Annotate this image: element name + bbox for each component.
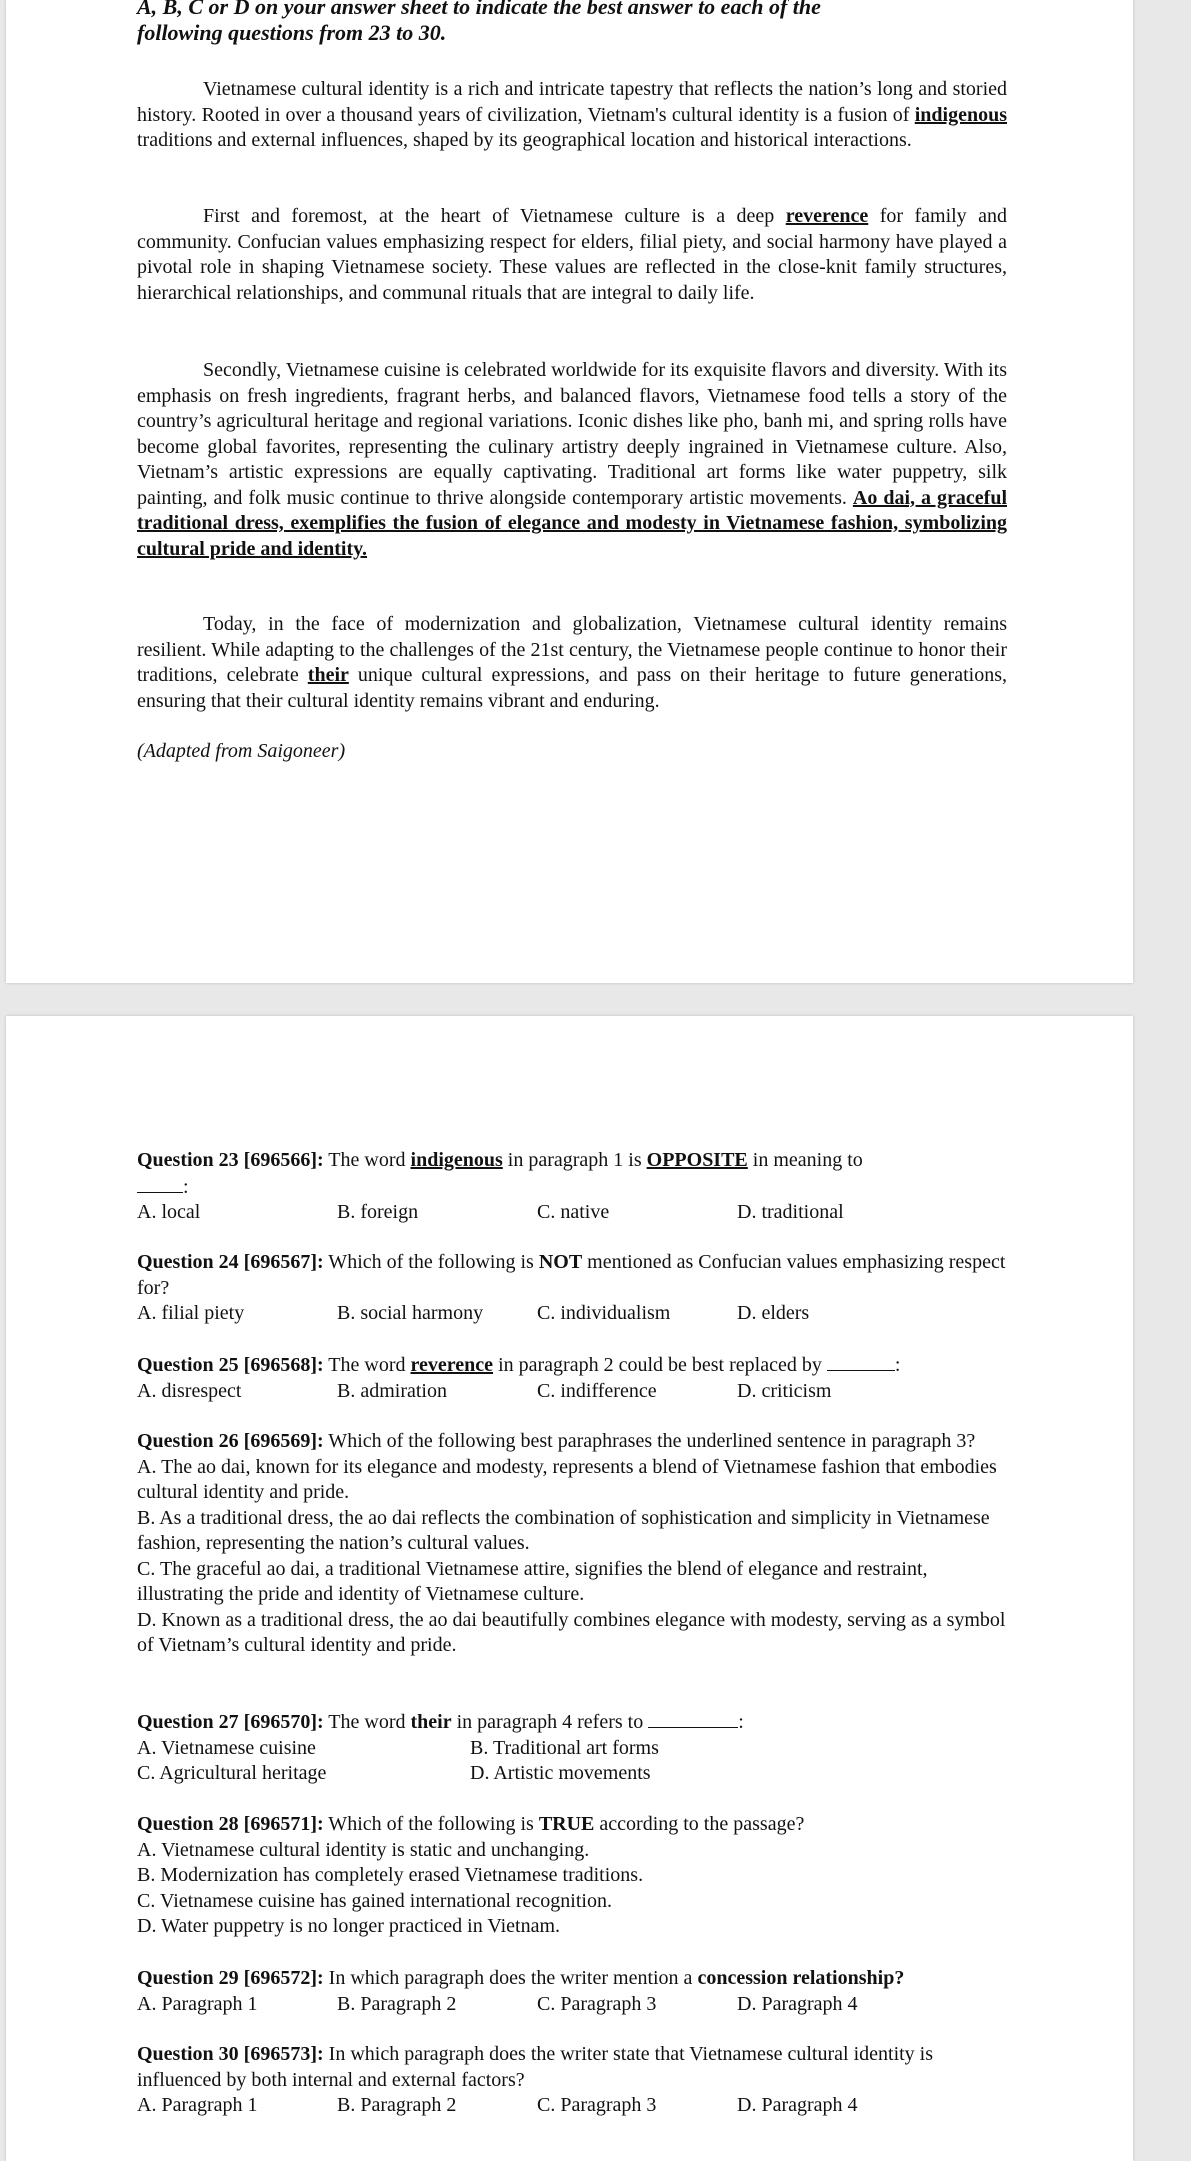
question-24-label: Question 24 [696567]: bbox=[137, 1251, 324, 1273]
question-27-label: Question 27 [696570]: bbox=[137, 1711, 324, 1733]
option-a[interactable]: A. Vietnamese cultural identity is static and unchanging. bbox=[137, 1838, 590, 1861]
q26-text-1: Which of the following best paraphrases the underlined sentence in paragraph 3? bbox=[323, 1430, 976, 1452]
page-2 bbox=[6, 1016, 1133, 2161]
q25-text-2: in paragraph 2 could be best replaced by bbox=[493, 1354, 827, 1376]
option-c[interactable]: C. The graceful ao dai, a traditional Vietnamese attire, signifies the blend of elegance and restraint, illustrating the pride and identity of Vietnamese culture. bbox=[137, 1557, 928, 1605]
page-1 bbox=[6, 0, 1133, 983]
question-23-blank-line bbox=[137, 1174, 1017, 1201]
q27-text-1: The word bbox=[323, 1711, 411, 1733]
q28-text-1: Which of the following is bbox=[323, 1813, 539, 1835]
instructions-line-1: A, B, C or D on your answer sheet to indicate the best answer to each of the bbox=[137, 0, 821, 19]
paragraph-4 bbox=[137, 612, 1007, 714]
option-c[interactable]: C. indifference bbox=[537, 1379, 657, 1402]
question-27-options-row-2 bbox=[137, 1761, 1017, 1787]
question-23-label: Question 23 [696566]: bbox=[137, 1149, 324, 1171]
question-28-stem bbox=[137, 1812, 1017, 1838]
option-d[interactable]: D. Paragraph 4 bbox=[737, 1992, 858, 2015]
paragraph-2-text-a: First and foremost, at the heart of Vietnamese culture is a deep bbox=[203, 205, 786, 227]
q25-colon: : bbox=[894, 1354, 901, 1376]
option-a[interactable]: A. local bbox=[137, 1201, 201, 1223]
option-a[interactable]: A. Paragraph 1 bbox=[137, 2094, 258, 2116]
question-26 bbox=[137, 1429, 1017, 1659]
question-27 bbox=[137, 1709, 1017, 1787]
paragraph-2 bbox=[137, 204, 1007, 306]
option-c[interactable]: C. Paragraph 3 bbox=[537, 2094, 657, 2116]
paragraph-1-text-a: Vietnamese cultural identity is a rich and intricate tapestry that reflects the nation’s long and storied history. Rooted in over a thousand years of civilization, Vietnam's cultural identity is a fusion of bbox=[137, 78, 1007, 126]
q23-text-1: The word bbox=[323, 1149, 411, 1171]
question-25 bbox=[137, 1352, 1017, 1404]
question-24-stem bbox=[137, 1250, 1017, 1301]
q24-keyword-not: NOT bbox=[538, 1251, 583, 1273]
paragraph-4-text-b: unique cultural expressions, and pass on their heritage to future generations, ensuring that their cultural identity remains vibrant and enduring. bbox=[137, 664, 1007, 712]
underlined-ao-dai-sentence: Ao dai, a graceful traditional dress, exemplifies the fusion of elegance and modesty in Vietnamese fashion, symbolizing cultural pride and identity. bbox=[137, 486, 1007, 560]
option-b[interactable]: B. social harmony bbox=[337, 1302, 484, 1324]
question-27-options-row-1 bbox=[137, 1736, 1017, 1762]
underlined-their: their bbox=[307, 664, 349, 686]
q25-text-1: The word bbox=[323, 1354, 411, 1376]
q24-text-2: mentioned as Confucian values emphasizing respect for? bbox=[137, 1251, 1006, 1299]
option-b[interactable]: B. admiration bbox=[337, 1379, 447, 1402]
underlined-reverence: reverence bbox=[785, 205, 869, 227]
question-23 bbox=[137, 1148, 1017, 1226]
question-25-options bbox=[137, 1379, 1017, 1405]
option-d[interactable]: D. elders bbox=[737, 1302, 810, 1324]
option-a[interactable]: A. Vietnamese cuisine bbox=[137, 1736, 316, 1759]
option-a[interactable]: A. disrespect bbox=[137, 1379, 242, 1402]
option-b[interactable]: B. foreign bbox=[337, 1201, 419, 1223]
q27-colon: : bbox=[738, 1711, 744, 1733]
question-27-stem bbox=[137, 1709, 1017, 1736]
question-24-options bbox=[137, 1301, 1017, 1327]
question-23-options bbox=[137, 1200, 1017, 1226]
q27-text-2: in paragraph 4 refers to bbox=[451, 1711, 649, 1733]
paragraph-4-text-a: Today, in the face of modernization and globalization, Vietnamese cultural identity remains resilient. While adapting to the challenges of the 21st century, the Vietnamese people continue to honor their traditions, celebrate bbox=[137, 613, 1007, 686]
q25-keyword-reverence: reverence bbox=[410, 1354, 494, 1376]
paragraph-1-text-b: traditions and external influences, shaped by its geographical location and historical interactions. bbox=[137, 129, 912, 151]
q23-text-3: in meaning to bbox=[747, 1149, 863, 1171]
option-b[interactable]: B. As a traditional dress, the ao dai reflects the combination of sophistication and simplicity in Vietnamese fashion, representing the nation’s cultural values. bbox=[137, 1506, 990, 1554]
paragraph-2-text-b: for family and community. Confucian values emphasizing respect for elders, filial piety, and social harmony have played a pivotal role in shaping Vietnamese society. These values are reflected in the close-knit family structures, hierarchical relationships, and communal rituals that are integral to daily life. bbox=[137, 205, 1007, 304]
option-d[interactable]: D. criticism bbox=[737, 1379, 832, 1402]
question-29-stem bbox=[137, 1966, 1017, 1992]
underlined-indigenous: indigenous bbox=[914, 103, 1007, 126]
q28-keyword-true: TRUE bbox=[538, 1813, 595, 1835]
option-d[interactable]: D. Known as a traditional dress, the ao dai beautifully combines elegance with modesty, serving as a symbol of Vietnam’s cultural identity and pride. bbox=[137, 1608, 1006, 1656]
option-d[interactable]: D. Paragraph 4 bbox=[737, 2094, 858, 2116]
question-23-stem bbox=[137, 1148, 1017, 1174]
q28-text-2: according to the passage? bbox=[594, 1813, 805, 1835]
option-d[interactable]: D. traditional bbox=[737, 1201, 844, 1223]
option-c[interactable]: C. native bbox=[537, 1201, 610, 1223]
q30-text-1: In which paragraph does the writer state that Vietnamese cultural identity is influenced by both internal and external factors? bbox=[137, 2043, 934, 2091]
q24-text-1: Which of the following is bbox=[323, 1251, 539, 1273]
option-b[interactable]: B. Modernization has completely erased Vietnamese traditions. bbox=[137, 1864, 644, 1886]
option-d[interactable]: D. Water puppetry is no longer practiced in Vietnam. bbox=[137, 1915, 560, 1937]
option-c[interactable]: C. Agricultural heritage bbox=[137, 1762, 327, 1784]
question-29-label: Question 29 [696572]: bbox=[137, 1967, 324, 1989]
question-25-label: Question 25 [696568]: bbox=[137, 1354, 324, 1376]
option-c[interactable]: C. Paragraph 3 bbox=[537, 1992, 657, 2015]
question-30-stem bbox=[137, 2042, 1017, 2093]
q29-keyword-concession: concession relationship? bbox=[697, 1967, 905, 1989]
option-c[interactable]: C. individualism bbox=[537, 1302, 671, 1324]
paragraph-3 bbox=[137, 358, 1007, 562]
question-28-label: Question 28 [696571]: bbox=[137, 1813, 324, 1835]
option-b[interactable]: B. Traditional art forms bbox=[470, 1736, 659, 1759]
q23-keyword-indigenous: indigenous bbox=[410, 1149, 503, 1171]
answer-blank bbox=[827, 1352, 895, 1371]
paragraph-3-text-a: Secondly, Vietnamese cuisine is celebrated worldwide for its exquisite flavors and diversity. With its emphasis on fresh ingredients, fragrant herbs, and balanced flavors, Vietnamese food tells a story of the country’s agricultural heritage and regional variations. Iconic dishes like pho, banh mi, and spring rolls have become global favorites, representing the culinary artistry deeply ingrained in Vietnamese culture. Also, Vietnam’s artistic expressions are equally captivating. Traditional art forms like water puppetry, silk painting, and folk music continue to thrive alongside contemporary artistic movements. bbox=[137, 359, 1007, 509]
answer-blank bbox=[137, 1174, 183, 1193]
question-30 bbox=[137, 2042, 1017, 2119]
question-29-options bbox=[137, 1992, 1017, 2018]
q23-colon: : bbox=[183, 1175, 189, 1198]
question-26-stem bbox=[137, 1429, 1017, 1455]
option-a[interactable]: A. The ao dai, known for its elegance and modesty, represents a blend of Vietnamese fashion that embodies cultural identity and pride. bbox=[137, 1455, 997, 1503]
q23-text-2: in paragraph 1 is bbox=[502, 1149, 647, 1171]
option-a[interactable]: A. Paragraph 1 bbox=[137, 1992, 258, 2015]
q23-keyword-opposite: OPPOSITE bbox=[646, 1149, 748, 1171]
option-b[interactable]: B. Paragraph 2 bbox=[337, 1992, 457, 2015]
q29-text-1: In which paragraph does the writer mention a bbox=[323, 1967, 698, 1989]
answer-blank bbox=[648, 1709, 738, 1728]
q27-keyword-their: their bbox=[410, 1711, 452, 1733]
instructions-line-2: following questions from 23 to 30. bbox=[137, 20, 447, 45]
option-d[interactable]: D. Artistic movements bbox=[470, 1762, 651, 1784]
question-30-label: Question 30 [696573]: bbox=[137, 2043, 324, 2065]
question-25-stem bbox=[137, 1352, 1017, 1379]
question-29 bbox=[137, 1966, 1017, 2017]
question-26-label: Question 26 [696569]: bbox=[137, 1430, 324, 1452]
source-citation: (Adapted from Saigoneer) bbox=[137, 740, 346, 762]
question-24 bbox=[137, 1250, 1017, 1327]
instructions bbox=[137, 0, 1007, 46]
paragraph-1 bbox=[137, 77, 1007, 154]
question-30-options bbox=[137, 2093, 1017, 2119]
option-b[interactable]: B. Paragraph 2 bbox=[337, 2094, 457, 2116]
option-a[interactable]: A. filial piety bbox=[137, 1302, 245, 1324]
option-c[interactable]: C. Vietnamese cuisine has gained international recognition. bbox=[137, 1889, 612, 1912]
question-28 bbox=[137, 1812, 1017, 1940]
